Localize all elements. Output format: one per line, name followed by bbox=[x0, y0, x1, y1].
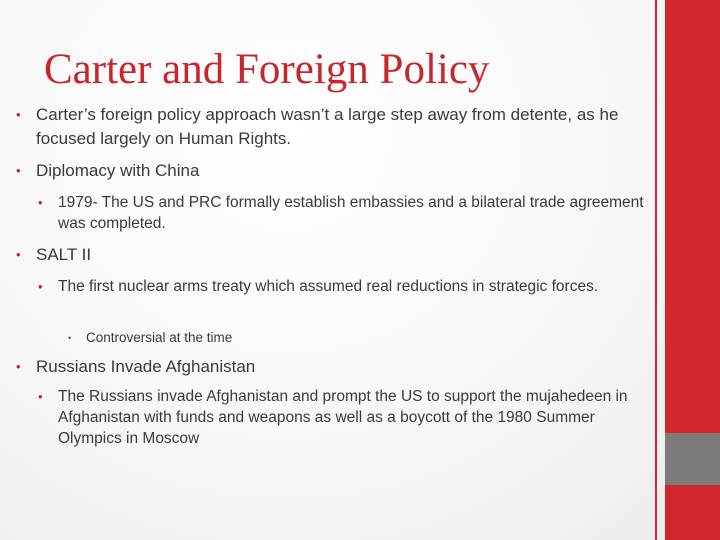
sidebar-gray-block bbox=[665, 433, 720, 485]
bullet-text: Carter’s foreign policy approach wasn’t a large step away from detente, as he focused largely on Human Rights. bbox=[36, 105, 619, 148]
bullet-text: The Russians invade Afghanistan and prompt the US to support the mujahedeen in Afghanistan with funds and weapons as well as a boycott of the 1980 Summer Olympics in Moscow bbox=[58, 388, 628, 447]
bullet-item bbox=[16, 103, 636, 151]
bullet-text: Diplomacy with China bbox=[36, 161, 200, 180]
bullet-item bbox=[16, 159, 636, 183]
accent-line bbox=[655, 0, 657, 540]
sub-sub-bullet-item bbox=[68, 328, 638, 347]
bullet-text: 1979- The US and PRC formally establish embassies and a bilateral trade agreement was completed. bbox=[58, 194, 644, 232]
bullet-text: Russians Invade Afghanistan bbox=[36, 357, 256, 376]
bullet-icon: • bbox=[38, 389, 43, 404]
sub-bullet-item bbox=[38, 192, 648, 234]
bullet-icon: • bbox=[68, 333, 72, 343]
bullet-item bbox=[16, 355, 636, 379]
bullet-text: SALT II bbox=[36, 245, 92, 264]
sub-bullet-item bbox=[38, 386, 648, 449]
bullet-icon: • bbox=[38, 195, 43, 210]
sub-bullet-item bbox=[38, 276, 648, 297]
bullet-item bbox=[16, 243, 636, 267]
bullet-icon: • bbox=[16, 107, 21, 122]
bullet-text: The first nuclear arms treaty which assumed real reductions in strategic forces. bbox=[58, 278, 599, 295]
bullet-icon: • bbox=[16, 247, 21, 262]
bullet-icon: • bbox=[38, 279, 43, 294]
slide-title: Carter and Foreign Policy bbox=[44, 46, 490, 93]
bullet-text: Controversial at the time bbox=[86, 330, 233, 345]
bullet-icon: • bbox=[16, 359, 21, 374]
bullet-icon: • bbox=[16, 163, 21, 178]
